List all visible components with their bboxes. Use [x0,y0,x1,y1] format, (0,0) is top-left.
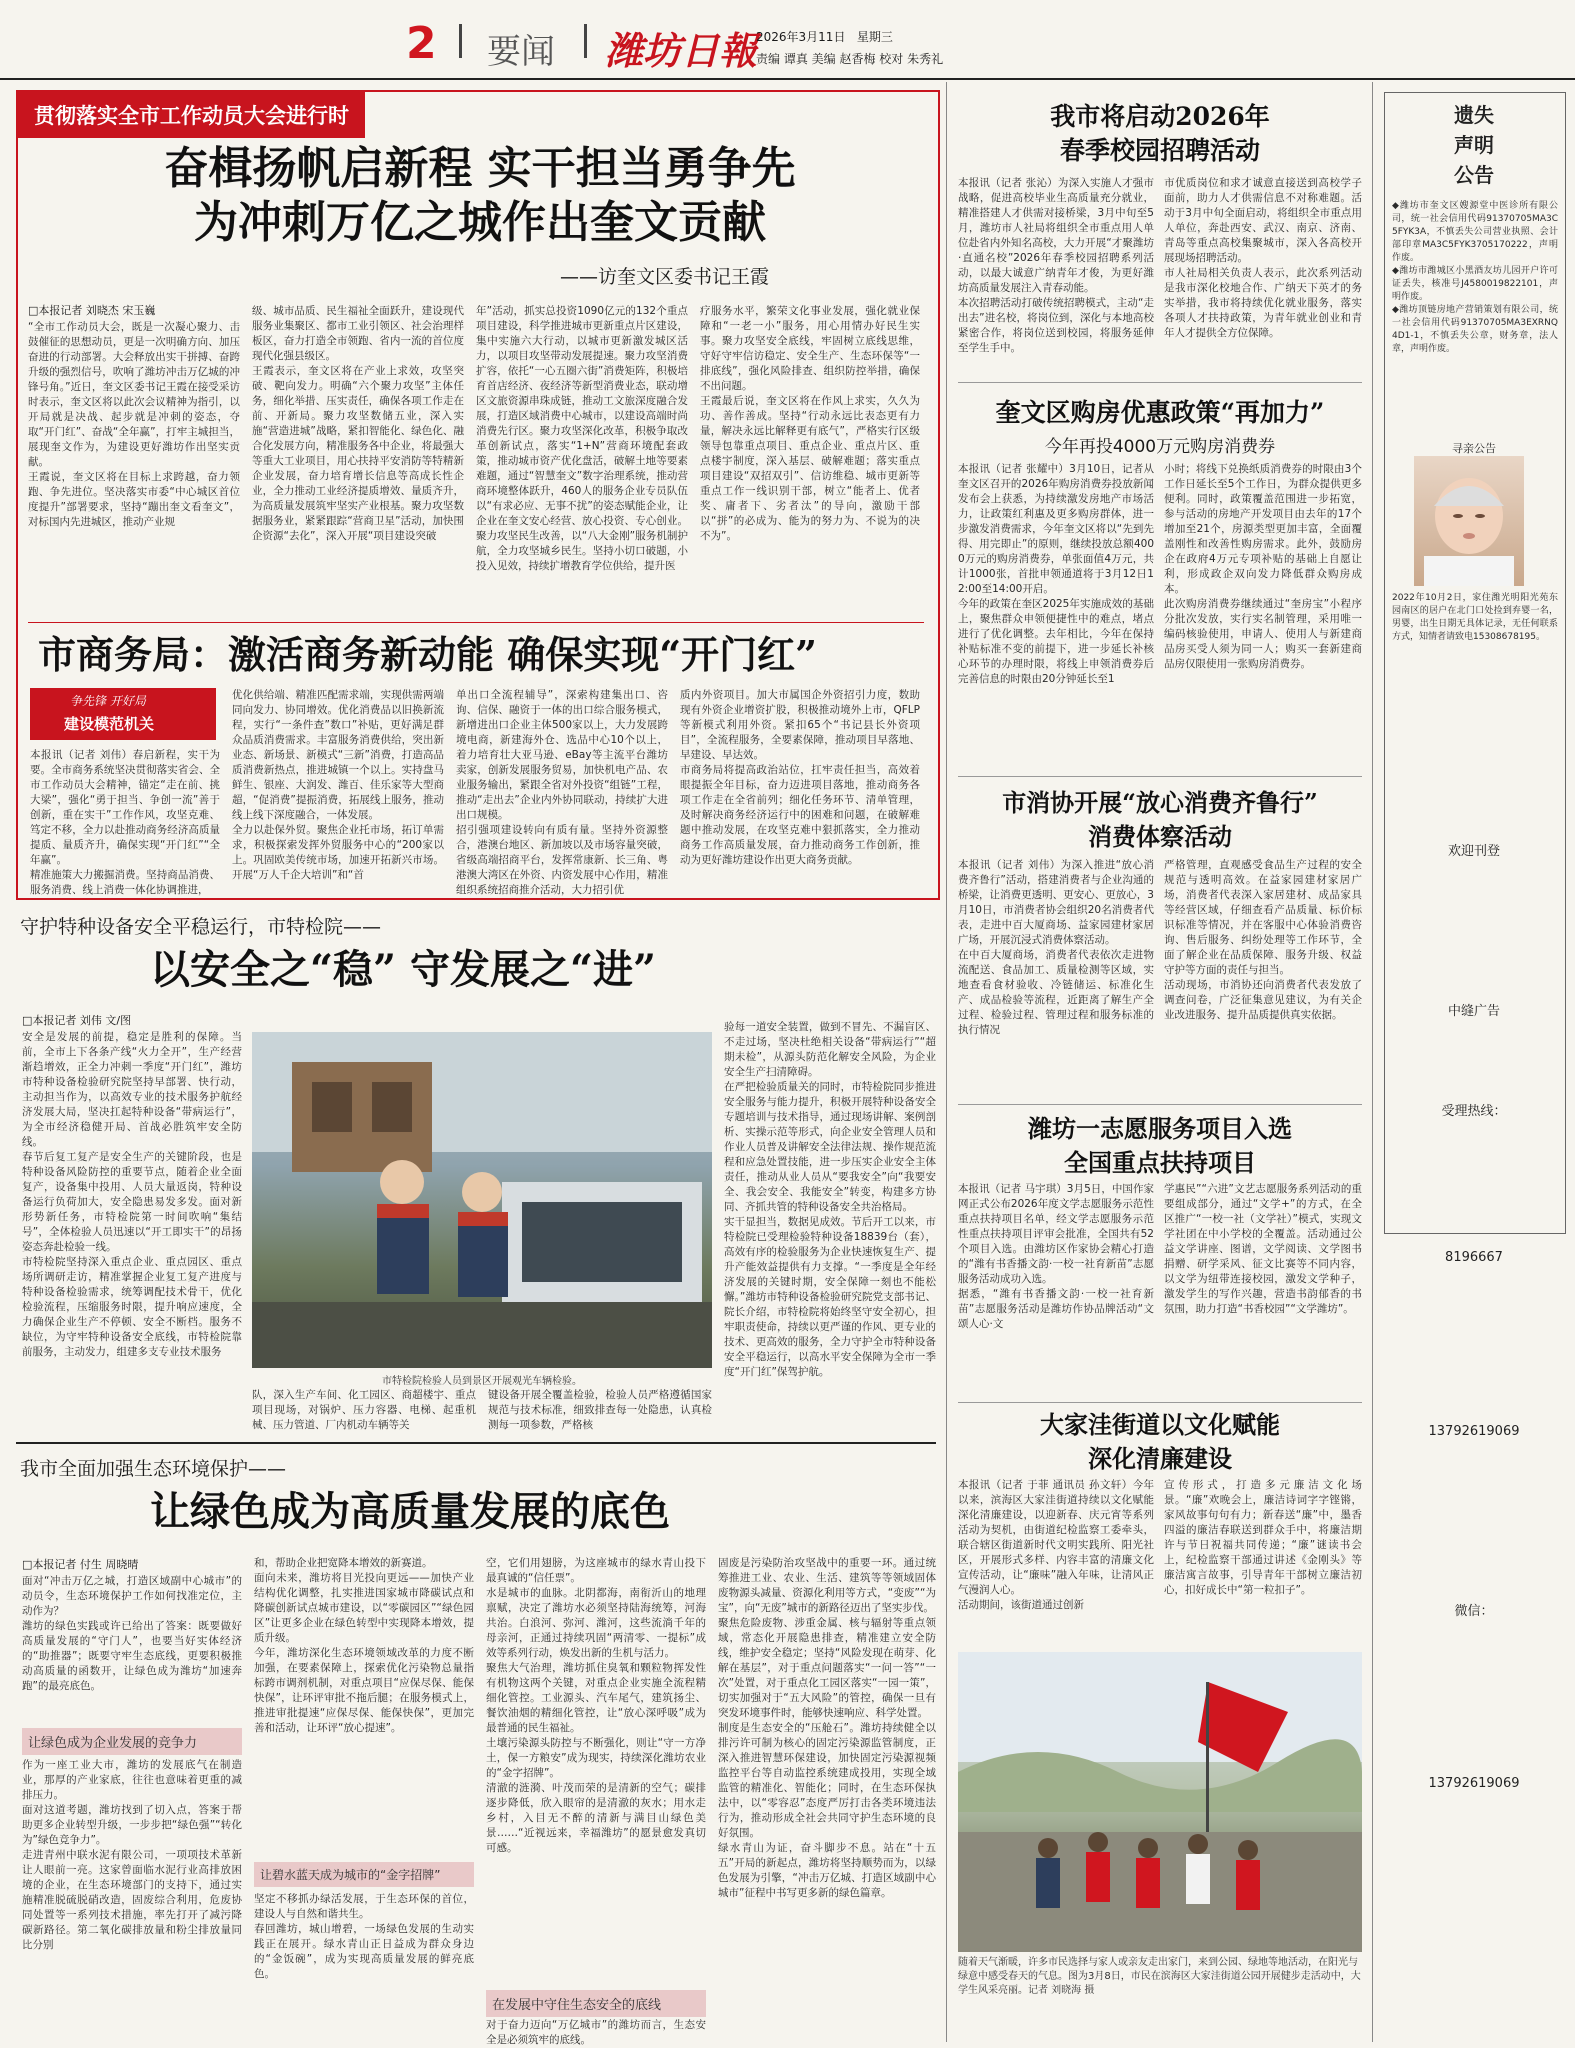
consumer-col-2: 严格管理，直观感受食品生产过程的安全规范与透明高效。在益家园建材家居广场，消费者代表深入家居建材、成品家具等经营区域，仔细查看产品质量、标价标识标准等情况，并在客服中心体验消费咨询、售后服务、纠纷处理等工作环节，全面了解企业在品质保障、服务升级、权益守护等方面的责任与担当。 活动现场，市消协还向消费者代表发放了调查问卷，广泛征集意见建议，为有关企业改进服务、提升品质提供真实依据。 [1164,859,1362,1021]
recruit-title: 我市将启动2026年 春季校园招聘活动 [1050,102,1270,165]
ecology-byline: □本报记者 付生 周晓晴 [22,1558,139,1571]
integrity-col-2: 宣传形式，打造多元廉洁文化场景。“廉”欢晚会上，廉洁诗词字字铿锵，家风故事句句有力；新春送“廉”中，墨香四溢的廉洁春联送到群众手中，将廉洁期许与节日祝福共同传递；“廉”谜读书会上，纪检监察干部通过讲述《金刚头》等廉洁寓言故事，引导青年干部树立廉洁初心，扣好成长中“第一粒扣子”。 [1164,1479,1362,1596]
page-number: 2 [406,18,437,69]
safety-col-1: 安全是发展的前提，稳定是胜利的保障。当前，全市上下各条产线“火力全开”，生产经营渐趋增效，正全力冲刺一季度“开门红”，潍坊市特种设备检验研究院坚持早部署、快行动，主动担当作为，以高效专业的技术服务护航经济发展大局，坚决扛起特种设备“带病运行”，为全市经济稳健开局、首战必胜筑牢安全防线。 春节后复工复产是安全生产的关键阶段，也是特种设备风险防控的重要节点，随着企业全面复产，设备集中投用、人员大量返岗，特种设备运行负荷加大，安全隐患易发多发。面对新形势新任务，市特检院第一时间吹响“集结号”，全体检验人员迅速以“开工即实干”的昂扬姿态奔赴检验一线。 市特检院坚持深入重点企业、重点园区、重点场所调研走访，精准掌握企业复工复产进度与特种设备检验需求，统筹调配技术骨干，优化检验流程，压缩服务时限，提升响应速度，全力确保企业生产不停顿、安全不断档。服务不缺位，为守牢特种设备安全底线，市特检院靠前服务，主动发力，组建多支专业技术服务 [22,1031,242,1358]
ecology-col-3: 空，它们用翅膀，为这座城市的绿水青山投下最真诚的“信任票”。 水是城市的血脉。北阴都海，南衔沂山的地理禀赋，决定了潍坊水必须坚持陆海统筹，河海共治。白浪河、弥河、潍河，这些流淌千年的母亲河，正通过持续巩固“两清零、一提标”成效等系列行动，焕发出新的生机与活力。 聚焦大气治理，潍坊抓住臭氧和颗粒物挥发性有机物这两个关键，对重点企业实施全流程精细化管控。工业源头、汽车尾气，建筑扬尘、餐饮油烟的精细化管控，让“放心深呼吸”成为最普通的民生福祉。 土壤污染源头防控与不断强化，则让“守一方净土，保一方粮安”成为现实，持续深化潍坊农业的“金字招牌”。 清澈的涟漪、叶茂而荣的是清新的空气；碳排逐步降低，欣入眼帘的是清澈的灰水；用水走乡村，入目无不醉的清新与满目山绿色美景……“近视远来，幸福潍坊”的愿景愈发真切可感。 [486,1557,706,1854]
ecology-col-2: 和，帮助企业把宽降本增效的新赛道。 面向未来，潍坊将目光投向更远——加快产业结构优化调整，扎实推进国家城市降碳试点和降碳创新试点城市建设，以“零碳园区”“绿色园区”让更多企业在绿色转型中实现降本增效，提质升级。 今年，潍坊深化生态环境领域改革的力度不断加强，在要素保障上，探索优化污染物总量指标跨市调剂机制，对重点项目“应保尽保、能保快保”，让环评审批不拖后腿；在服务模式上，推进审批提速“应保尽保、能保快保”，更加完善和活动，让环评“放心提速”。 [254,1557,474,1734]
missing-text: 2022年10月2日，家住潍光明阳光苑东园南区的居户在北门口处捡到弃婴一名，男婴，出生日期无具体记录，无任何联系方式，知情者请致电15308678195。 [1392,593,1558,642]
baby-photo [1414,456,1524,586]
safety-title: 以安全之“稳” 守发展之“进” [150,946,656,993]
recruit-col-1: 本报讯（记者 张沁）为深入实施人才强市战略，促进高校毕业生高质量充分就业，精准搭建人才供需对接桥梁，3月中旬至5月，潍坊市人社局将组织全市重点用人单位赴省内外知名高校，大力开展“才聚潍坊·直通名校”2026年春季校园招聘系列活动，以最大诚意广纳青年才俊，为更好潍坊高质量发展注入青春动能。 本次招聘活动打破传统招聘模式，主动“走出去”进名校，将岗位到，深化与本地高校紧密合作，将岗位送到校园，将服务延伸至学生手中。 [958,177,1154,354]
safety-col-4: 验每一道安全装置，做到不冒先、不漏盲区、不走过场，坚决杜绝相关设备“带病运行”“超期未检”，从源头防范化解安全风险，为企业安全生产扫清障碍。 在严把检验质量关的同时，市特检院同步推进安全服务与能力提升，积极开展特种设备安全专题培训与技术指导，通过现场讲解、案例剖析、实操示范等形式，向企业安全管理人员和作业人员普及讲解安全法律法规、操作规范流程和应急处置技能，进一步压实企业安全主体责任，推动从业人员从“要我安全”向“我要安全、我会安全、我能安全”转变，构建多方协同、齐抓共管的特种设备安全共治格局。 实干显担当，数据见成效。节后开工以来，市特检院已受理检验特种设备18839台（套），高效有序的检验服务为企业快速恢复生产、提升产能效益提供有力支撑。“一季度是全年经济发展的关键时期，安全保障一刻也不能松懈。”潍坊市特种设备检验研究院党支部书记、院长介绍，市特检院将始终坚守安全初心，担牢职责使命，持续以更严谨的作风、更专业的技术、更高效的服务，全力守护全市特种设备安全平稳运行，以高水平安全保障为全市一季度“开门红”保驾护航。 [724,1021,936,1378]
consumer-col-1: 本报讯（记者 刘伟）为深入推进“放心消费齐鲁行”活动，搭建消费者与企业沟通的桥梁，让消费更透明、更安心、更放心，3月10日，市消费者协会组织20名消费者代表，走进中百大厦商场、益家园建材家居广场，开展沉浸式消费体察活动。 在中百大厦商场，消费者代表依次走进物流配送、食品加工、质量检测等区域，实地查看食材验收、冷链储运、标准化生产、成品检验等流程，近距离了解生产全过程、检验过程、管理过程和服务标准的执行情况 [958,859,1154,1036]
column-separator-2 [1372,82,1373,2042]
inspection-photo [252,1032,712,1368]
ad-type: 中缝广告 [1447,1004,1500,1019]
ecology-col-2b: 坚定不移抓办绿活发展，于生态环保的首位，建设人与自然和谐共生。 春回潍坊，城山增碧，一场绿色发展的生动实践正在展开。绿水青山正日益成为群众身边的“金饭碗”，成为实现高质量发展的鲜亮底色。 [254,1893,474,1980]
right-rule [958,382,1362,383]
lead-col-1: “全市工作动员大会，既是一次凝心聚力、击鼓催征的思想动员，更是一次明确方向、加压奋进的行动部署。大会释放出实干拼搏、奋跨升级的强烈信号，吹响了潍坊冲击万亿城的冲锋号角。”近日，奎文区委书记王霞在接受采访时表示，奎文区将以此次会议精神为指引，以开局就是决战、起步就是冲刺的姿态，夺取“开门红”、奋战“全年赢”，打牢主城担当，展现奎文作为，为建设更好潍坊作出坚实贡献。 王霞说，奎文区将在目标上求跨越，奋力领跑、争先进位。坚决落实市委“中心城区首位度提升”部署要求，坚持“蹦出奎文看奎文”，对标国内先进城区，推动产业规 [28,321,240,528]
header-divider [459,24,462,58]
ecology-subhead-2: 让碧水蓝天成为城市的“金字招牌” [254,1862,474,1887]
lead-inner-rule [28,622,924,623]
ecology-subhead-3: 在发展中守住生态安全的底线 [486,1990,706,2017]
ecology-col-3b: 对于奋力迈向“万亿城市”的潍坊而言，生态安全是必须筑牢的底线。 [486,2019,706,2046]
integrity-col-1: 本报讯（记者 于菲 通讯员 孙文轩）今年以来，滨海区大家洼街道持续以文化赋能深化清廉建设，以迎新春、庆元宵等系列活动为契机，由街道纪检监察工委牵头，联合辖区街道新时代文明实践所、阳光社区，开展形式多样、内容丰富的清廉文化宣传活动，让“廉味”融入年味，让清风正气漫润人心。 活动期间，该街道通过创新 [958,1479,1154,1611]
ecology-col-1: 面对“冲击万亿之城，打造区域副中心城市”的动员令，生态环境保护工作如何找准定位，主动作为？ 潍坊的绿色实践或许已给出了答案：既要做好高质量发展的“守门人”，也要当好实体经济的“助推器”；既要守牢生态底线，更要积极推动高质量的函数开，让绿色成为潍坊“加速奔跑”的最亮底色。 [22,1575,242,1692]
safety-byline: □本报记者 刘伟 文/图 [22,1014,132,1027]
lead-byline: □本报记者 刘晓杰 宋玉巍 [28,304,156,317]
inspection-photo-caption: 市特检院检验人员到景区开展观光车辆检验。 [382,1376,582,1387]
safety-kicker: 守护特种设备安全平稳运行，市特检院—— [20,916,382,938]
walk-event-photo [958,1652,1362,1952]
phone-1: 8196667 [1445,1250,1503,1265]
housing-subtitle: 今年再投4000万元购房消费券 [1044,437,1276,457]
recruit-col-2: 市优质岗位和求才诚意直接送到高校学子面前，助力人才供需信息不对称难题。活动于3月中旬全面启动，将组织全市重点用人单位，奔赴西安、武汉、南京、济南、青岛等重点高校集聚城市，深入各高校开展现场招聘活动。 市人社局相关负责人表示，此次系列活动是我市深化校地合作、广纳天下英才的务实举措，我市将持续优化就业服务，落实各项人才扶持政策，为青年就业创业和青年人才提供全方位保障。 [1164,177,1362,339]
volunteer-title: 潍坊一志愿服务项目入选 全国重点扶持项目 [1028,1114,1292,1177]
header-rule [0,78,1575,80]
ecology-col-1b: 作为一座工业大市，潍坊的发展底气在制造业，那厚的产业家底，往往也意味着更重的减排压力。 面对这道考题，潍坊找到了切入点，答案于帮助更多企业转型升级，一步步把“绿色强”“转化为”绿色竞争力”。 走进青州中联水泥有限公司，一项项技术革新让人眼前一亮。这家曾面临水泥行业高排放困境的企业，在生态环境部门的支持下，通过实施精准脱硫脱硝改造，固废综合利用，危废协同处置等一系列技术措施，率先打开了减污降碳新路径。第二氧化碳排放量和粉尘排放量同比分别 [22,1759,242,1951]
commerce-col-2: 优化供给端、精准匹配需求端，实现供需两端同向发力、协同增效。优化消费品以旧换新流程，实行“一条件查”数口”补贴，更好满足群众品质消费需求。丰富服务消费供给，突出新业态、新场景、新模式“三新”消费，打造高品质消费新热点，推进城镇一个以上。实持盘马鲜生、银座、大润发、潍百、佳乐家等大型商超，“促消费”提振消费，拓展线上服务，推动线上线下深度融合，一体发展。 全力以赴保外贸。聚焦企业托市场，拓订单需求，积极探索发挥外贸服务中心的“200家以上。巩固欧美传统市场，加速开拓新兴市场。开展“万人千企大培训”和“首 [232,689,444,881]
phone-3: 13792619069 [1428,1776,1520,1791]
walk-photo-caption: 随着天气渐暖，许多市民选择与家人或亲友走出家门，来到公园、绿地等地活动，在阳光与绿意中感受春天的气息。图为3月8日，市民在滨海区大家洼街道公园开展健步走活动中，大学生风采亮丽。记者 刘晓海 摄 [958,1957,1361,1996]
safety-col-2: 队，深入生产车间、化工园区、商超楼宇、重点项目现场，对锅炉、压力容器、电梯、起重机械、压力管道、厂内机动车辆等关 [252,1389,476,1431]
notice-heading: 遗失 声明 公告 [1454,103,1494,187]
column-separator [946,82,947,2042]
newspaper-logo: 潍坊日報 [605,28,758,73]
ecology-col-4: 固废是污染防治攻坚战中的重要一环。通过统筹推进工业、农业、生活、建筑等等领域固体废物源头减量、资源化利用等方式，“变废”“为宝”，向“无废”城市的新路径迈出了坚实步伐。 聚焦危险废物、涉重金属、核与辐射等重点领域，常态化开展隐患排查，精准建立安全防线，维护安全稳定；坚持“风险发现在萌芽、化解在基层”，对于重点问题落实“一问一答”“一次”处置，对于重点化工园区落实“一园一策”，切实加强对于“五大风险”的管控，确保一旦有突发环境事件时，能够快速响应、科学处置。 制度是生态安全的“压舱石”。潍坊持续健全以排污许可制为核心的固定污染源监管制度，正深入推进智慧环保建设，加快固定污染源视频监控平台等自动监控系统建成投用，实现全域监管的精准化、智能化；同时，在生态环保执法中，以“零容忍”态度严厉打击各类环境违法行为，推动形成全社会共同守护生态环境的良好氛围。 绿水青山为证，奋斗脚步不息。站在“十五五”开局的新起点，潍坊将坚持顺势而为，以绿色发展为引擎，“冲击万亿城、打造区域副中心城市”征程中书写更多新的绿色篇章。 [718,1557,936,1899]
right-rule-4 [958,1402,1362,1403]
lead-col-3: 年”活动，抓实总投资1090亿元的132个重点项目建设，科学推进城市更新重点片区建设，集中实施六大行动，以城市更新激发城区活力，以项目攻坚带动发展提速。聚力攻坚消费扩容，依托“一心五圈六街”消费矩阵，积极培育首店经济、夜经济等新型消费业态，联动增区文旅资源串珠成链，推动工文旅深度融合发展，打造区域消费中心城市，以建设高端时尚消费先行区。聚力攻坚深化改革，积极争取改革创新试点，落实“1+N”营商环境配套政策，推动城市资产优化盘活，破解土地等要素难题，通过“智慧奎文”数字治理系统，推动营商环境整体跃升，460人的服务企业专员队伍以“有求必应、无事不扰”的姿态赋能企业，让企业在奎文安心经营、放心投资、专心创业。聚力攻坚民生改善，以“八大金刚”服务机制护航，全力攻坚城乡民生。坚持小切口破题，小投入见效，持续扩增教育学位供给，提升医 [476,305,688,572]
hotline-label: 受理热线： [1441,1104,1507,1119]
issue-date: 2026年3月11日 星期三 [756,30,893,44]
lead-col-2: 级、城市品质、民生福祉全面跃升，建设现代服务业集聚区、都市工业引领区、社会治理样板区，奋力打造全市领跑、省内一流的首位度现代化强县级区。 王霞表示，奎文区将在产业上求效，攻坚突破、靶向发力。明确“六个聚力攻坚”主体任务，细化举措、压实责任，确保各项工作走在前、开新局。聚力攻坚数储五业，深入实施“营造进城”战略，紧扣智能化、绿色化、融合化发展方向，精准服务各中企业，将最强大等重大工业项目，用心扶持平安消防等特精新企业发展，奋力培育增长信息等高成长性企业，全力推动工业经济提质增效、量质齐升，为高质量发展筑牢坚实产业根基。聚力攻坚数据服务业，紧紧跟踪“营商卫星”活动，加快围企资源“去化”，深入开展“项目建设突破 [252,305,464,542]
consumer-title: 市消协开展“放心消费齐鲁行” 消费体察活动 [1002,788,1318,851]
lead-title: 奋楫扬帆启新程 实干担当勇争先 为冲刺万亿之城作出奎文贡献 [164,143,796,248]
missing-title: 寻亲公告 [1452,442,1496,455]
header-divider-2 [584,24,587,58]
lead-banner: 贯彻落实全市工作动员大会进行时 [18,92,365,138]
section-rule [16,1442,936,1444]
commerce-title: 市商务局：激活商务新动能 确保实现“开门红” [38,632,817,677]
section-name: 要闻 [487,32,555,72]
right-rule-3 [958,1104,1362,1105]
wechat-label: 微信： [1454,1604,1494,1619]
phone-2: 13792619069 [1428,1424,1520,1439]
right-rule-2 [958,776,1362,777]
walk-event-illustration [958,1652,1362,1952]
ecology-subhead-1: 让绿色成为企业发展的竞争力 [22,1728,242,1755]
lead-subtitle: ——访奎文区委书记王霞 [560,266,770,288]
lost-notices: ◆潍坊市奎文区嫂源堂中医诊所有限公司，统一社会信用代码91370705MA3C5FYK3A，不慎丢失公司营业执照、会计部印章MA3C5FYK3705170222，声明作废。 ◆潍坊市潍城区小黑酒友坊儿园开户许可证丢失，核准号J4580019822101，声明作废。 ◆潍坊顶链房地产营销策划有限公司，统一社会信用代码91370705MA3EXRNQ4D1-1，不慎丢失公章，财务章，法人章，声明作废。 [1392,201,1558,354]
housing-title: 奎文区购房优惠政策“再加力” [995,398,1325,427]
editor-credits: 责编 谭真 美编 赵香梅 校对 朱秀礼 [756,52,944,66]
commerce-col-1: 本报讯（记者 刘伟）春启新程，实干为要。全市商务系统坚决贯彻落实省会、全市工作动员大会精神，锚定“走在前、挑大梁”，强化“勇于担当、争创一流”善于创新，重在实干”工作作风，攻坚克难、笃定不移，全力以赴推动商务经济高质量提质、量质齐升，确保实现“开门红”“全年赢”。 精准施策大力搬掘消费。坚持商品消费、服务消费、线上消费一体化协调推进， [30,749,220,896]
ecology-kicker: 我市全面加强生态环境保护—— [20,1458,287,1480]
housing-col-2: 小时；将线下兑换纸质消费券的时限由3个工作日延长至5个工作日，为群众提供更多便利。同时，政策覆盖范围进一步拓宽，参与活动的房地产开发项目由去年的17个增加至21个，房源类型更加丰富，全面覆盖刚性和改善性购房需求。此外，鼓励房企在政府4万元专项补贴的基础上自愿让利，形成政企双向发力降低群众购房成本。 此次购房消费券继续通过“奎房宝”小程序分批次发放，实行实名制管理，采用唯一编码核验使用，申请人、使用人与新建商品房买受人须为同一人；购买一套新建商品房仅限使用一张购房消费券。 [1164,463,1362,670]
commerce-col-3: 单出口全流程辅导”，深索构建集出口、咨询、信保、融资于一体的出口综合服务模式，新增进出口企业主体500家以上，大力发展跨境电商，新建海外仓、选品中心10个以上，着力培育壮大亚马逊、eBay等主流平台潍坊卖家，创新发展服务贸易，加快机电产品、农业服务输出，紧跟全省对外投资“组链”工程，推动“走出去”企业内外协同联动，持续扩大进出口规模。 招引强项建设转向有质有量。坚持外资源整合，港澳台地区、新加坡以及市场容量突破，省级高端招商平台，发挥常康新、长三角、粤港澳大湾区在外资、内资发展中心作用，精准组织系统招商推介活动，大力招引优 [456,689,668,896]
safety-col-3: 键设备开展全覆盖检验，检验人员严格遵循国家规范与技术标准，细致排查每一处隐患，认真检测每一项参数，严格核 [488,1389,712,1431]
volunteer-col-2: 学惠民”“六进”文艺志愿服务系列活动的重要组成部分，通过“文学+”的方式，在全区推广“一校一社（文学社）”模式，实现文学社团在中小学校的全覆盖。活动通过公益文学讲座、图谱，文学阅读、文学图书捐赠、研学采风、征文比赛等不同内容，以文学为纽带连接校园，激发文学种子，激发学生的写作兴趣，营造书韵郁香的书氛围，助力打造“书香校园”“文学潍坊”。 [1164,1183,1362,1315]
ecology-title: 让绿色成为高质量发展的底色 [150,1488,670,1535]
ad-invite: 欢迎刊登 [1447,844,1500,859]
commerce-col-4: 质内外资项目。加大市属国企外资招引力度，数助现有外资企业增资扩股，积极推动境外上市，QFLP等新模式利用外资。紧扣65个“书记县长外资项目”，全流程服务，全要素保障，推动项目早落地、早建设、早达效。 市商务局将提高政治站位，扛牢责任担当，高效着眼提振全年目标，奋力迈进项目落地，推动商务各项工作走在全省前列；细化任务环节、清单管理，及时解决商务经济运行中的困难和问题，在破解难题中推动发展，在攻坚克难中狠抓落实，全力推动商务工作高质量发展，奋力推动商务工作创新，推动为更好潍坊建设作出更大商务贡献。 [680,689,920,866]
lead-col-4: 疗服务水平，繁荣文化事业发展，强化就业保障和“一老一小”服务，用心用情办好民生实事。聚力攻坚安全底线，牢固树立底线思维，守好守牢信访稳定、安全生产、生态环保等“一排底线”，强化风险排查、组织防控举措，确保不出问题。 王霞最后说，奎文区将在作风上求实，久久为功、善作善成。坚持“行动永远比表态更有力量，解决永远比解释更有底气”，严格实行区级领导包靠重点项目、重点企业、重点片区、重点楼宇制度，深入基层、破解难题；落实重点项目建设“双招双引”、信访维稳、城市更新等重点工作一线识别干部，树立“能者上、优者奖、庸者下、劣者汰”的导向，激励干部以“拼”的必成为、能为的努力为、不说为的决不为”。 [700,305,920,542]
baby-photo-illustration [1414,456,1524,586]
integrity-title: 大家洼街道以文化赋能 深化清廉建设 [1040,1410,1280,1473]
model-agency-badge: 争先锋 开好局 建设模范机关 [30,688,216,740]
inspection-photo-illustration [252,1032,712,1368]
volunteer-col-1: 本报讯（记者 马宇琪）3月5日，中国作家网正式公布2026年度文学志愿服务示范性重点扶持项目名单，经文学志愿服务示范性重点扶持项目评审会批准，全国共有52个项目入选。由潍坊区作家协会精心打造的“潍有书香播文韵·一校一社育新苗”志愿服务活动成功入选。 据悉，“潍有书香播文韵·一校一社育新苗”志愿服务活动是潍坊作协品牌活动“文颂人心·文 [958,1183,1154,1330]
housing-col-1: 本报讯（记者 张耀中）3月10日，记者从奎文区召开的2026年购房消费券投放新闻发布会上获悉，为持续激发房地产市场活力，让政策红利惠及更多购房群体，进一步激发消费需求，今年奎文区将以“先到先得、用完即止”的原则，继续投放总额4000万元的购房消费券，单张面值4万元，共计1000张，首批申领通道将于3月12日12:00至14:00开启。 今年的政策在奎区2025年实施成效的基础上，聚焦群众申领便捷性中的难点，堵点进行了优化调整。去年相比，今年在保持补贴标准不变的前提下，进一步延长补核心环节的办理时限，将线上申领消费券后完善信息的时限由20分钟延长至1 [958,463,1154,685]
